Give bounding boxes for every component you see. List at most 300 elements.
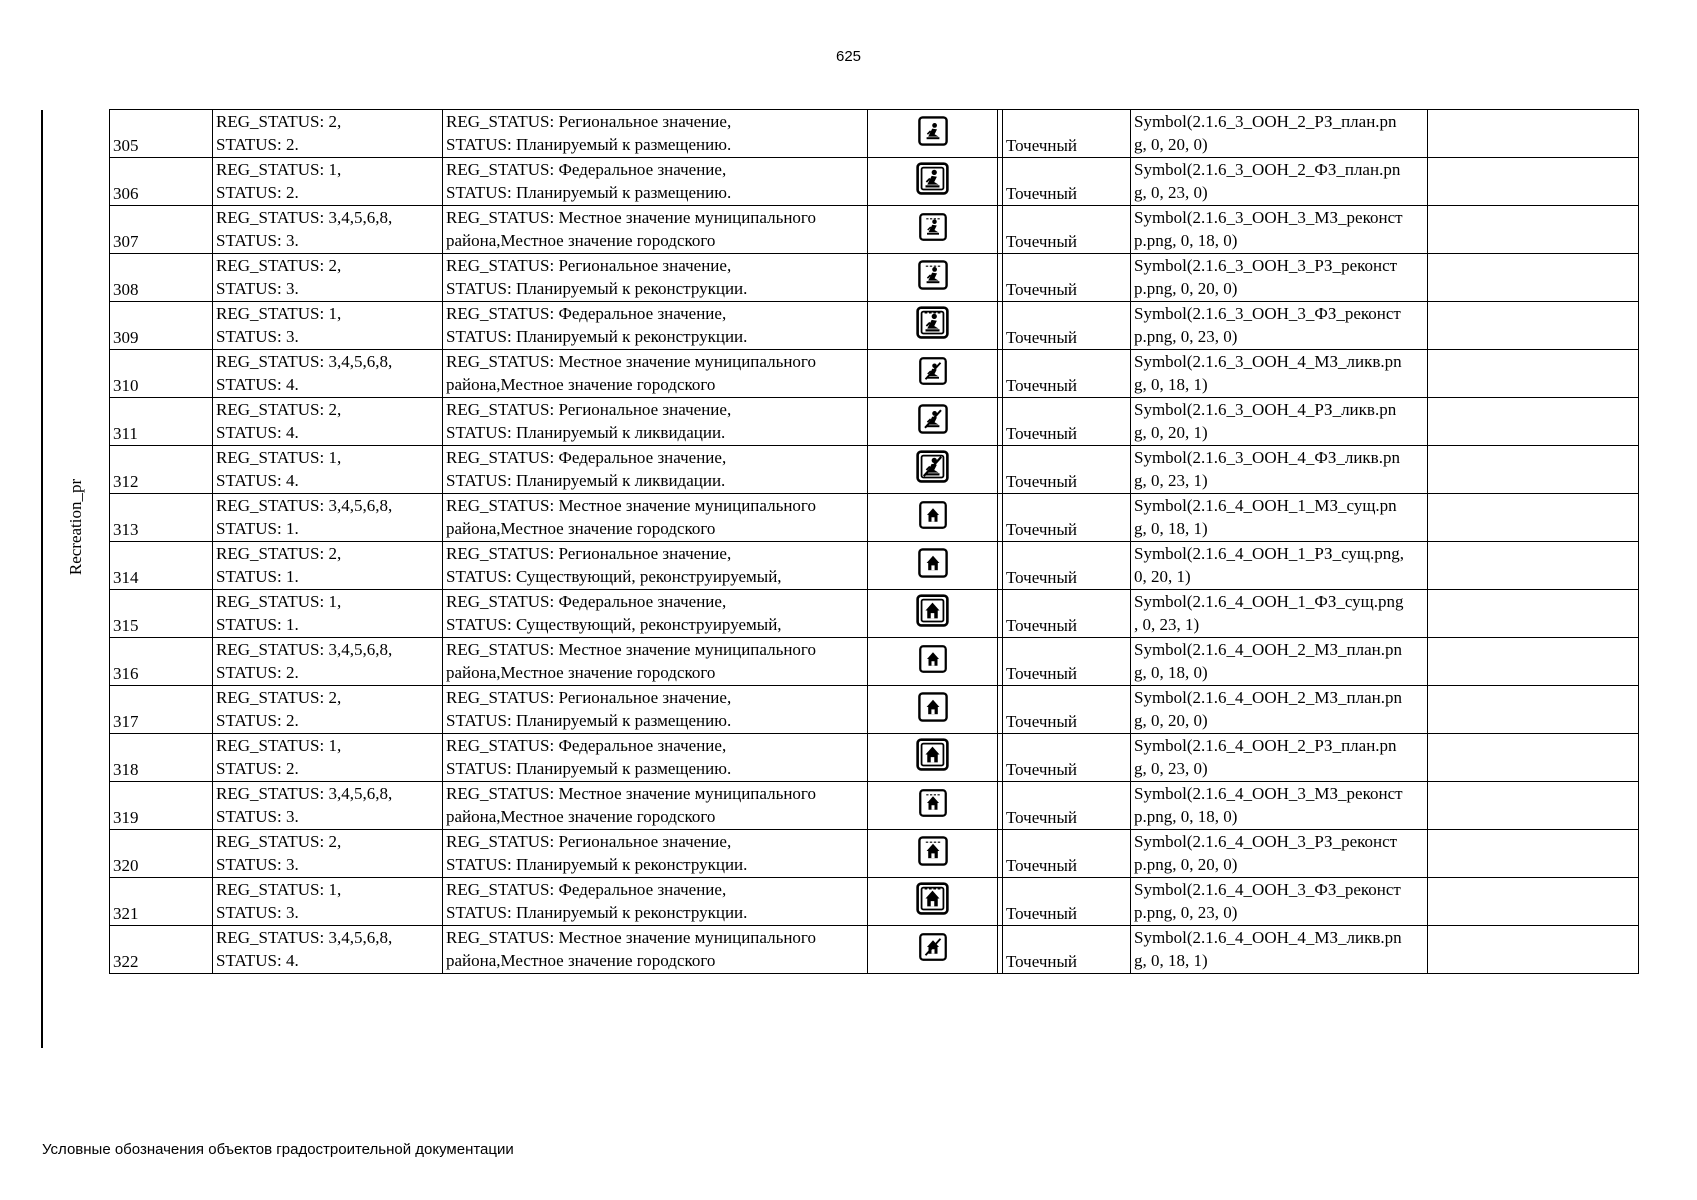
description-cell — [443, 110, 868, 158]
attribute-code-cell — [213, 926, 443, 974]
description-cell — [443, 926, 868, 974]
geometry-type-cell — [1003, 254, 1131, 302]
attribute-code-line: STATUS: 3. — [216, 231, 299, 250]
empty-cell — [1428, 302, 1639, 350]
row-id: 307 — [113, 232, 139, 251]
geometry-type: Точечный — [1006, 808, 1078, 827]
symbol-preview-cell — [868, 686, 998, 734]
symbol-spec-cell — [1131, 590, 1428, 638]
table-row — [110, 782, 1639, 830]
symbol-spec-line: Symbol(2.1.6_3_ООН_3_ФЗ_реконст — [1134, 304, 1401, 323]
figure-icon — [918, 212, 948, 242]
geometry-type-cell — [1003, 542, 1131, 590]
symbol-preview-cell — [868, 254, 998, 302]
description-cell — [443, 782, 868, 830]
geometry-type-cell — [1003, 398, 1131, 446]
attribute-code-cell — [213, 686, 443, 734]
description-cell — [443, 494, 868, 542]
description-line: REG_STATUS: Федеральное значение, — [446, 736, 727, 755]
attribute-code-cell — [213, 206, 443, 254]
attribute-code-cell — [213, 638, 443, 686]
house-icon — [918, 932, 948, 962]
geometry-type: Точечный — [1006, 712, 1078, 731]
description-cell — [443, 302, 868, 350]
symbol-preview-cell — [868, 494, 998, 542]
geometry-type-cell — [1003, 638, 1131, 686]
attribute-code-line: REG_STATUS: 2, — [216, 688, 342, 707]
attribute-code-line: REG_STATUS: 1, — [216, 448, 342, 467]
row-id-cell — [110, 542, 213, 590]
symbol-spec-line: Symbol(2.1.6_3_ООН_3_МЗ_реконст — [1134, 208, 1403, 227]
table-row — [110, 446, 1639, 494]
attribute-code-cell — [213, 494, 443, 542]
description-line: REG_STATUS: Региональное значение, — [446, 832, 732, 851]
description-line: REG_STATUS: Местное значение муниципального — [446, 928, 816, 947]
attribute-code-line: STATUS: 1. — [216, 615, 299, 634]
symbol-spec-line: Symbol(2.1.6_3_ООН_3_РЗ_реконст — [1134, 256, 1398, 275]
figure-icon — [915, 449, 950, 484]
attribute-code-line: REG_STATUS: 3,4,5,6,8, — [216, 496, 393, 515]
symbol-spec-line: 0, 20, 1) — [1134, 567, 1191, 586]
house-icon — [918, 500, 948, 530]
empty-cell — [1428, 734, 1639, 782]
row-id: 320 — [113, 856, 139, 875]
row-id: 315 — [113, 616, 139, 635]
geometry-type-cell — [1003, 110, 1131, 158]
geometry-type-cell — [1003, 830, 1131, 878]
description-line: STATUS: Планируемый к размещению. — [446, 183, 732, 202]
geometry-type-cell — [1003, 878, 1131, 926]
legend-table — [109, 109, 1639, 974]
description-line: REG_STATUS: Местное значение муниципального — [446, 352, 816, 371]
row-id-cell — [110, 782, 213, 830]
attribute-code-line: REG_STATUS: 1, — [216, 880, 342, 899]
geometry-type: Точечный — [1006, 520, 1078, 539]
symbol-spec-cell — [1131, 398, 1428, 446]
symbol-spec-line: Symbol(2.1.6_4_ООН_3_ФЗ_реконст — [1134, 880, 1401, 899]
symbol-preview-cell — [868, 398, 998, 446]
symbol-spec-line: g, 0, 18, 1) — [1134, 375, 1208, 394]
symbol-spec-line: g, 0, 20, 1) — [1134, 423, 1208, 442]
row-id-cell — [110, 590, 213, 638]
house-icon — [917, 835, 949, 867]
row-id: 318 — [113, 760, 139, 779]
symbol-spec-line: p.png, 0, 18, 0) — [1134, 807, 1238, 826]
symbol-spec-line: p.png, 0, 18, 0) — [1134, 231, 1238, 250]
description-line: района,Местное значение городского — [446, 807, 716, 826]
attribute-code-line: STATUS: 4. — [216, 423, 299, 442]
row-id-cell — [110, 254, 213, 302]
symbol-spec-line: , 0, 23, 1) — [1134, 615, 1200, 634]
side-label: Recreation_pr — [66, 478, 85, 576]
table-row — [110, 926, 1639, 974]
description-cell — [443, 158, 868, 206]
symbol-spec-line: g, 0, 23, 1) — [1134, 471, 1208, 490]
geometry-type-cell — [1003, 782, 1131, 830]
description-cell — [443, 350, 868, 398]
geometry-type: Точечный — [1006, 568, 1078, 587]
symbol-spec-cell — [1131, 926, 1428, 974]
row-id-cell — [110, 206, 213, 254]
description-line: STATUS: Планируемый к размещению. — [446, 135, 732, 154]
description-cell — [443, 830, 868, 878]
attribute-code-line: REG_STATUS: 3,4,5,6,8, — [216, 784, 393, 803]
symbol-spec-line: Symbol(2.1.6_3_ООН_4_МЗ_ликв.pn — [1134, 352, 1402, 371]
empty-cell — [1428, 158, 1639, 206]
symbol-preview-cell — [868, 110, 998, 158]
symbol-preview-cell — [868, 446, 998, 494]
attribute-code-line: REG_STATUS: 3,4,5,6,8, — [216, 928, 393, 947]
row-id-cell — [110, 638, 213, 686]
row-id: 309 — [113, 328, 139, 347]
symbol-spec-cell — [1131, 638, 1428, 686]
table-row — [110, 110, 1639, 158]
house-icon — [917, 691, 949, 723]
symbol-spec-line: g, 0, 20, 0) — [1134, 711, 1208, 730]
empty-cell — [1428, 878, 1639, 926]
attribute-code-line: REG_STATUS: 2, — [216, 400, 342, 419]
geometry-type: Точечный — [1006, 424, 1078, 443]
attribute-code-cell — [213, 782, 443, 830]
symbol-spec-line: g, 0, 18, 0) — [1134, 663, 1208, 682]
symbol-spec-cell — [1131, 878, 1428, 926]
row-id-cell — [110, 494, 213, 542]
description-line: STATUS: Существующий, реконструируемый, — [446, 615, 782, 634]
symbol-spec-line: g, 0, 20, 0) — [1134, 135, 1208, 154]
symbol-spec-cell — [1131, 542, 1428, 590]
geometry-type: Точечный — [1006, 616, 1078, 635]
symbol-spec-line: Symbol(2.1.6_4_ООН_1_ФЗ_сущ.png — [1134, 592, 1404, 611]
row-id-cell — [110, 158, 213, 206]
description-line: REG_STATUS: Региональное значение, — [446, 112, 732, 131]
attribute-code-cell — [213, 542, 443, 590]
symbol-spec-line: g, 0, 23, 0) — [1134, 759, 1208, 778]
row-id-cell — [110, 926, 213, 974]
symbol-spec-cell — [1131, 686, 1428, 734]
description-line: REG_STATUS: Региональное значение, — [446, 256, 732, 275]
symbol-spec-line: Symbol(2.1.6_4_ООН_1_РЗ_сущ.png, — [1134, 544, 1404, 563]
attribute-code-line: REG_STATUS: 2, — [216, 112, 342, 131]
geometry-type-cell — [1003, 590, 1131, 638]
description-line: района,Местное значение городского — [446, 951, 716, 970]
attribute-code-line: REG_STATUS: 2, — [216, 544, 342, 563]
house-icon — [915, 737, 950, 772]
geometry-type: Точечный — [1006, 760, 1078, 779]
description-line: STATUS: Планируемый к размещению. — [446, 759, 732, 778]
attribute-code-line: REG_STATUS: 2, — [216, 832, 342, 851]
row-id: 314 — [113, 568, 139, 587]
row-id: 313 — [113, 520, 139, 539]
empty-cell — [1428, 398, 1639, 446]
house-icon — [917, 547, 949, 579]
empty-cell — [1428, 590, 1639, 638]
description-cell — [443, 542, 868, 590]
empty-cell — [1428, 926, 1639, 974]
geometry-type-cell — [1003, 206, 1131, 254]
symbol-spec-line: p.png, 0, 20, 0) — [1134, 279, 1238, 298]
description-cell — [443, 734, 868, 782]
geometry-type: Точечный — [1006, 280, 1078, 299]
symbol-preview-cell — [868, 302, 998, 350]
symbol-spec-line: Symbol(2.1.6_4_ООН_3_РЗ_реконст — [1134, 832, 1398, 851]
attribute-code-line: STATUS: 4. — [216, 471, 299, 490]
table-row — [110, 350, 1639, 398]
description-line: района,Местное значение городского — [446, 231, 716, 250]
attribute-code-line: REG_STATUS: 3,4,5,6,8, — [216, 352, 393, 371]
symbol-spec-line: p.png, 0, 20, 0) — [1134, 855, 1238, 874]
symbol-spec-line: Symbol(2.1.6_4_ООН_4_МЗ_ликв.pn — [1134, 928, 1402, 947]
geometry-type-cell — [1003, 158, 1131, 206]
attribute-code-cell — [213, 878, 443, 926]
table-row — [110, 542, 1639, 590]
symbol-spec-line: Symbol(2.1.6_4_ООН_2_МЗ_план.pn — [1134, 688, 1402, 707]
row-id: 306 — [113, 184, 139, 203]
footer-caption: Условные обозначения объектов градостроительной документации — [42, 1141, 514, 1158]
geometry-type: Точечный — [1006, 952, 1078, 971]
attribute-code-cell — [213, 350, 443, 398]
attribute-code-line: STATUS: 3. — [216, 903, 299, 922]
attribute-code-line: STATUS: 3. — [216, 855, 299, 874]
geometry-type-cell — [1003, 446, 1131, 494]
figure-icon — [915, 161, 950, 196]
row-id: 321 — [113, 904, 139, 923]
side-rule — [41, 110, 43, 1048]
house-icon — [915, 593, 950, 628]
geometry-type: Точечный — [1006, 856, 1078, 875]
empty-cell — [1428, 206, 1639, 254]
attribute-code-line: STATUS: 3. — [216, 279, 299, 298]
geometry-type: Точечный — [1006, 184, 1078, 203]
symbol-preview-cell — [868, 638, 998, 686]
symbol-spec-cell — [1131, 254, 1428, 302]
geometry-type-cell — [1003, 350, 1131, 398]
empty-cell — [1428, 254, 1639, 302]
geometry-type-cell — [1003, 494, 1131, 542]
house-icon — [918, 644, 948, 674]
attribute-code-line: STATUS: 4. — [216, 951, 299, 970]
description-line: REG_STATUS: Региональное значение, — [446, 400, 732, 419]
attribute-code-line: STATUS: 2. — [216, 759, 299, 778]
page-number: 625 — [835, 48, 862, 65]
symbol-spec-cell — [1131, 350, 1428, 398]
symbol-preview-cell — [868, 158, 998, 206]
geometry-type-cell — [1003, 686, 1131, 734]
description-line: STATUS: Существующий, реконструируемый, — [446, 567, 782, 586]
attribute-code-cell — [213, 302, 443, 350]
table-row — [110, 302, 1639, 350]
attribute-code-line: STATUS: 1. — [216, 567, 299, 586]
description-line: STATUS: Планируемый к ликвидации. — [446, 423, 726, 442]
description-cell — [443, 398, 868, 446]
attribute-code-line: REG_STATUS: 1, — [216, 304, 342, 323]
description-line: REG_STATUS: Местное значение муниципального — [446, 496, 816, 515]
description-cell — [443, 446, 868, 494]
attribute-code-cell — [213, 734, 443, 782]
empty-cell — [1428, 446, 1639, 494]
row-id-cell — [110, 734, 213, 782]
symbol-spec-line: g, 0, 18, 1) — [1134, 519, 1208, 538]
geometry-type-cell — [1003, 926, 1131, 974]
attribute-code-line: REG_STATUS: 3,4,5,6,8, — [216, 208, 393, 227]
table-row — [110, 254, 1639, 302]
symbol-spec-cell — [1131, 158, 1428, 206]
description-line: STATUS: Планируемый к реконструкции. — [446, 327, 748, 346]
table-row — [110, 590, 1639, 638]
symbol-preview-cell — [868, 830, 998, 878]
description-line: STATUS: Планируемый к реконструкции. — [446, 903, 748, 922]
row-id-cell — [110, 398, 213, 446]
symbol-spec-cell — [1131, 206, 1428, 254]
row-id-cell — [110, 830, 213, 878]
symbol-spec-line: Symbol(2.1.6_4_ООН_2_РЗ_план.pn — [1134, 736, 1397, 755]
symbol-preview-cell — [868, 542, 998, 590]
empty-cell — [1428, 686, 1639, 734]
table-row — [110, 686, 1639, 734]
row-id: 316 — [113, 664, 139, 683]
symbol-spec-cell — [1131, 446, 1428, 494]
row-id: 310 — [113, 376, 139, 395]
geometry-type-cell — [1003, 302, 1131, 350]
figure-icon — [917, 403, 949, 435]
description-line: STATUS: Планируемый к реконструкции. — [446, 855, 748, 874]
row-id: 312 — [113, 472, 139, 491]
table-row — [110, 878, 1639, 926]
description-line: REG_STATUS: Федеральное значение, — [446, 304, 727, 323]
geometry-type-cell — [1003, 734, 1131, 782]
description-cell — [443, 878, 868, 926]
attribute-code-cell — [213, 590, 443, 638]
row-id-cell — [110, 878, 213, 926]
symbol-preview-cell — [868, 590, 998, 638]
symbol-spec-line: Symbol(2.1.6_4_ООН_3_МЗ_реконст — [1134, 784, 1403, 803]
table-row — [110, 638, 1639, 686]
description-line: REG_STATUS: Местное значение муниципального — [446, 784, 816, 803]
attribute-code-cell — [213, 158, 443, 206]
symbol-spec-cell — [1131, 734, 1428, 782]
attribute-code-cell — [213, 830, 443, 878]
figure-icon — [918, 356, 948, 386]
row-id-cell — [110, 302, 213, 350]
table-row — [110, 494, 1639, 542]
description-line: района,Местное значение городского — [446, 663, 716, 682]
row-id-cell — [110, 686, 213, 734]
legend-body — [110, 110, 1639, 974]
attribute-code-cell — [213, 446, 443, 494]
symbol-spec-cell — [1131, 494, 1428, 542]
symbol-spec-line: Symbol(2.1.6_3_ООН_4_ФЗ_ликв.pn — [1134, 448, 1400, 467]
attribute-code-line: REG_STATUS: 3,4,5,6,8, — [216, 640, 393, 659]
description-line: REG_STATUS: Федеральное значение, — [446, 448, 727, 467]
description-line: района,Местное значение городского — [446, 519, 716, 538]
geometry-type: Точечный — [1006, 904, 1078, 923]
attribute-code-line: STATUS: 2. — [216, 663, 299, 682]
symbol-spec-cell — [1131, 110, 1428, 158]
empty-cell — [1428, 638, 1639, 686]
figure-icon — [917, 259, 949, 291]
attribute-code-line: REG_STATUS: 1, — [216, 160, 342, 179]
row-id: 305 — [113, 136, 139, 155]
symbol-preview-cell — [868, 926, 998, 974]
symbol-spec-line: Symbol(2.1.6_4_ООН_2_МЗ_план.pn — [1134, 640, 1402, 659]
attribute-code-line: STATUS: 1. — [216, 519, 299, 538]
row-id-cell — [110, 350, 213, 398]
table-row — [110, 158, 1639, 206]
table-row — [110, 398, 1639, 446]
description-cell — [443, 686, 868, 734]
symbol-spec-line: p.png, 0, 23, 0) — [1134, 903, 1238, 922]
attribute-code-line: STATUS: 3. — [216, 327, 299, 346]
symbol-spec-line: Symbol(2.1.6_3_ООН_2_ФЗ_план.pn — [1134, 160, 1401, 179]
symbol-spec-line: g, 0, 23, 0) — [1134, 183, 1208, 202]
geometry-type: Точечный — [1006, 664, 1078, 683]
symbol-preview-cell — [868, 878, 998, 926]
symbol-spec-cell — [1131, 302, 1428, 350]
geometry-type: Точечный — [1006, 472, 1078, 491]
description-cell — [443, 638, 868, 686]
attribute-code-line: REG_STATUS: 1, — [216, 592, 342, 611]
house-icon — [915, 881, 950, 916]
house-icon — [918, 788, 948, 818]
row-id: 308 — [113, 280, 139, 299]
attribute-code-line: STATUS: 2. — [216, 183, 299, 202]
attribute-code-line: STATUS: 2. — [216, 711, 299, 730]
row-id-cell — [110, 110, 213, 158]
empty-cell — [1428, 830, 1639, 878]
description-line: STATUS: Планируемый к реконструкции. — [446, 279, 748, 298]
geometry-type: Точечный — [1006, 328, 1078, 347]
empty-cell — [1428, 350, 1639, 398]
empty-cell — [1428, 542, 1639, 590]
row-id: 311 — [113, 424, 138, 443]
symbol-spec-line: g, 0, 18, 1) — [1134, 951, 1208, 970]
empty-cell — [1428, 494, 1639, 542]
row-id: 319 — [113, 808, 139, 827]
attribute-code-line: STATUS: 4. — [216, 375, 299, 394]
symbol-spec-cell — [1131, 782, 1428, 830]
description-cell — [443, 590, 868, 638]
table-row — [110, 206, 1639, 254]
figure-icon — [917, 115, 949, 147]
symbol-preview-cell — [868, 350, 998, 398]
attribute-code-cell — [213, 254, 443, 302]
table-row — [110, 734, 1639, 782]
description-line: STATUS: Планируемый к размещению. — [446, 711, 732, 730]
description-line: REG_STATUS: Местное значение муниципального — [446, 640, 816, 659]
symbol-preview-cell — [868, 734, 998, 782]
description-line: REG_STATUS: Местное значение муниципального — [446, 208, 816, 227]
description-line: REG_STATUS: Региональное значение, — [446, 688, 732, 707]
symbol-spec-cell — [1131, 830, 1428, 878]
attribute-code-line: REG_STATUS: 2, — [216, 256, 342, 275]
symbol-preview-cell — [868, 206, 998, 254]
description-line: района,Местное значение городского — [446, 375, 716, 394]
description-line: STATUS: Планируемый к ликвидации. — [446, 471, 726, 490]
attribute-code-line: STATUS: 3. — [216, 807, 299, 826]
row-id: 322 — [113, 952, 139, 971]
table-row — [110, 830, 1639, 878]
description-line: REG_STATUS: Федеральное значение, — [446, 880, 727, 899]
geometry-type: Точечный — [1006, 376, 1078, 395]
symbol-preview-cell — [868, 782, 998, 830]
description-cell — [443, 206, 868, 254]
attribute-code-cell — [213, 110, 443, 158]
symbol-spec-line: Symbol(2.1.6_4_ООН_1_МЗ_сущ.pn — [1134, 496, 1397, 515]
description-line: REG_STATUS: Федеральное значение, — [446, 160, 727, 179]
symbol-spec-line: Symbol(2.1.6_3_ООН_2_РЗ_план.pn — [1134, 112, 1397, 131]
geometry-type: Точечный — [1006, 136, 1078, 155]
empty-cell — [1428, 110, 1639, 158]
geometry-type: Точечный — [1006, 232, 1078, 251]
